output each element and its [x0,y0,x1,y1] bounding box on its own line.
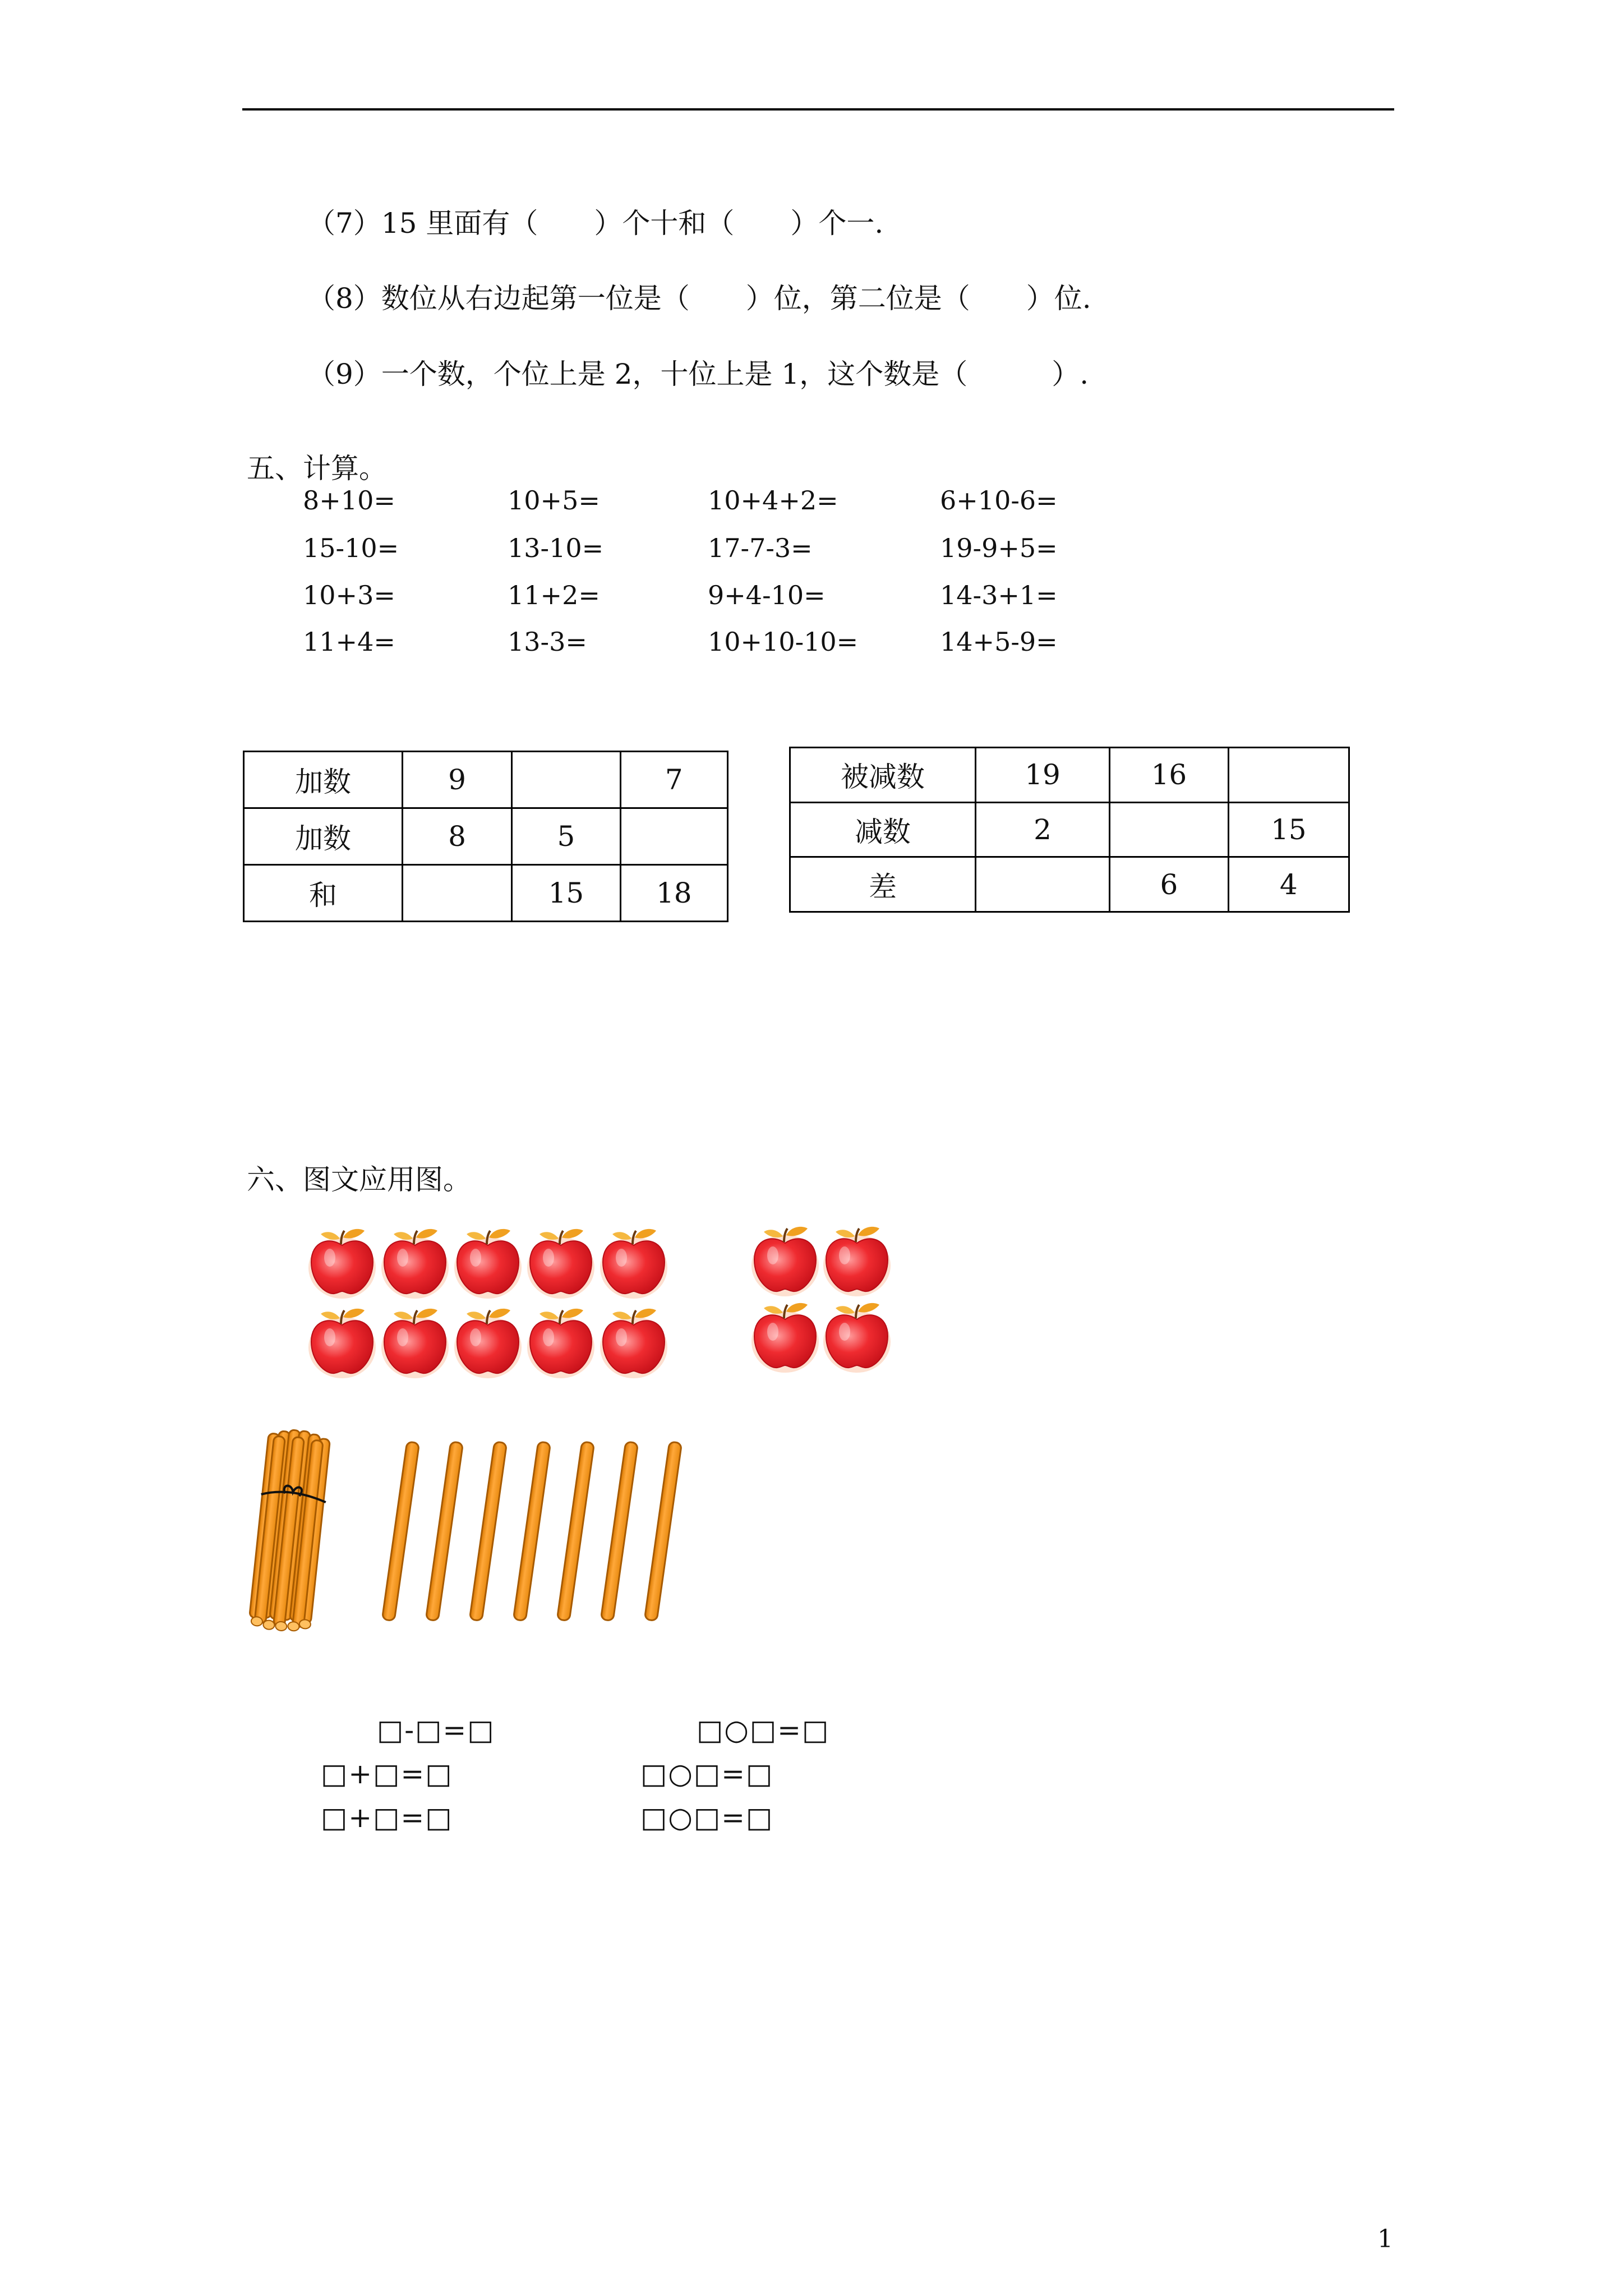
table-cell: 4 [1228,857,1349,912]
table-cell: 15 [1228,802,1349,857]
header-rule [242,108,1394,111]
section-5-title: 五、计算。 [247,452,387,485]
apple-icon [823,1227,891,1296]
apple-group-four [751,1227,891,1373]
table-cell: 9 [402,752,511,808]
calc-item: 9+4-10= [708,580,826,610]
calc-item: 14+5-9= [940,627,1058,657]
sticks-picture [247,1425,740,1649]
table-row [244,865,728,922]
page-number: 1 [1377,2225,1393,2253]
calc-item: 8+10= [303,485,395,516]
equation-blank: □+□=□ [321,1801,453,1834]
table-row [244,808,728,865]
calc-item: 10+5= [508,485,600,516]
table-cell: 加数 [244,808,403,865]
table-cell: 8 [402,808,511,865]
table-cell: 16 [1110,748,1228,803]
calc-item: 13-3= [508,627,587,657]
equation-blank: □○□=□ [640,1757,774,1790]
table-cell: 被减数 [790,748,976,803]
stick-icon [469,1442,506,1621]
apple-icon [454,1309,522,1378]
table-row [790,857,1349,912]
apple-icon [308,1229,376,1299]
equation-blank: □+□=□ [321,1757,453,1790]
stick-icon [644,1442,681,1621]
table-cell: 2 [975,802,1109,857]
apple-icon [527,1309,594,1378]
table-cell [512,752,620,808]
calc-item: 10+4+2= [708,485,838,516]
equation-blank: □○□=□ [697,1714,830,1746]
apple-icon [527,1229,594,1299]
table-cell: 和 [244,865,403,922]
stick-icon [513,1442,550,1621]
table-cell: 19 [975,748,1109,803]
question-9: （9）一个数，个位上是 2，十位上是 1，这个数是（ ）. [307,358,1089,390]
apple-icon [381,1229,449,1299]
question-7: （7）15 里面有（ ）个十和（ ）个一. [307,207,884,240]
apple-icon [823,1303,891,1373]
table-row [244,752,728,808]
table-cell [620,808,727,865]
calc-item: 19-9+5= [940,533,1058,563]
calc-item: 15-10= [303,533,399,563]
table-cell: 加数 [244,752,403,808]
table-cell: 15 [512,865,620,922]
stick-icon [426,1442,463,1621]
apple-icon [600,1229,667,1299]
calc-item: 11+4= [303,627,395,657]
table-cell: 7 [620,752,727,808]
stick-bundle-icon [247,1428,333,1634]
apple-picture [297,1217,903,1386]
stick-icon [601,1442,638,1621]
subtraction-table [789,747,1350,913]
table-cell: 18 [620,865,727,922]
calc-item: 17-7-3= [708,533,813,563]
calc-item: 13-10= [508,533,604,563]
apple-icon [381,1309,449,1378]
table-cell: 6 [1110,857,1228,912]
calc-item: 10+3= [303,580,395,610]
apple-icon [751,1303,819,1373]
equation-blank: □○□=□ [640,1801,774,1834]
addition-table [243,751,728,922]
apple-icon [600,1309,667,1378]
calc-item: 11+2= [508,580,600,610]
table-row [790,748,1349,803]
stick-icon [557,1442,594,1621]
table-cell [1228,748,1349,803]
calc-item: 14-3+1= [940,580,1058,610]
table-cell: 差 [790,857,976,912]
apple-group-ten [308,1229,667,1378]
section-6-title: 六、图文应用图。 [247,1163,471,1196]
calc-item: 10+10-10= [708,627,859,657]
table-row [790,802,1349,857]
table-cell [975,857,1109,912]
table-cell: 减数 [790,802,976,857]
question-8: （8）数位从右边起第一位是（ ）位，第二位是（ ）位. [307,282,1091,315]
table-cell [402,865,511,922]
apple-icon [454,1229,522,1299]
apple-icon [751,1227,819,1296]
equation-blank: □-□=□ [377,1714,495,1746]
apple-icon [308,1309,376,1378]
stick-icon [382,1442,419,1621]
single-sticks [382,1442,681,1621]
table-cell: 5 [512,808,620,865]
table-cell [1110,802,1228,857]
calc-item: 6+10-6= [940,485,1058,516]
